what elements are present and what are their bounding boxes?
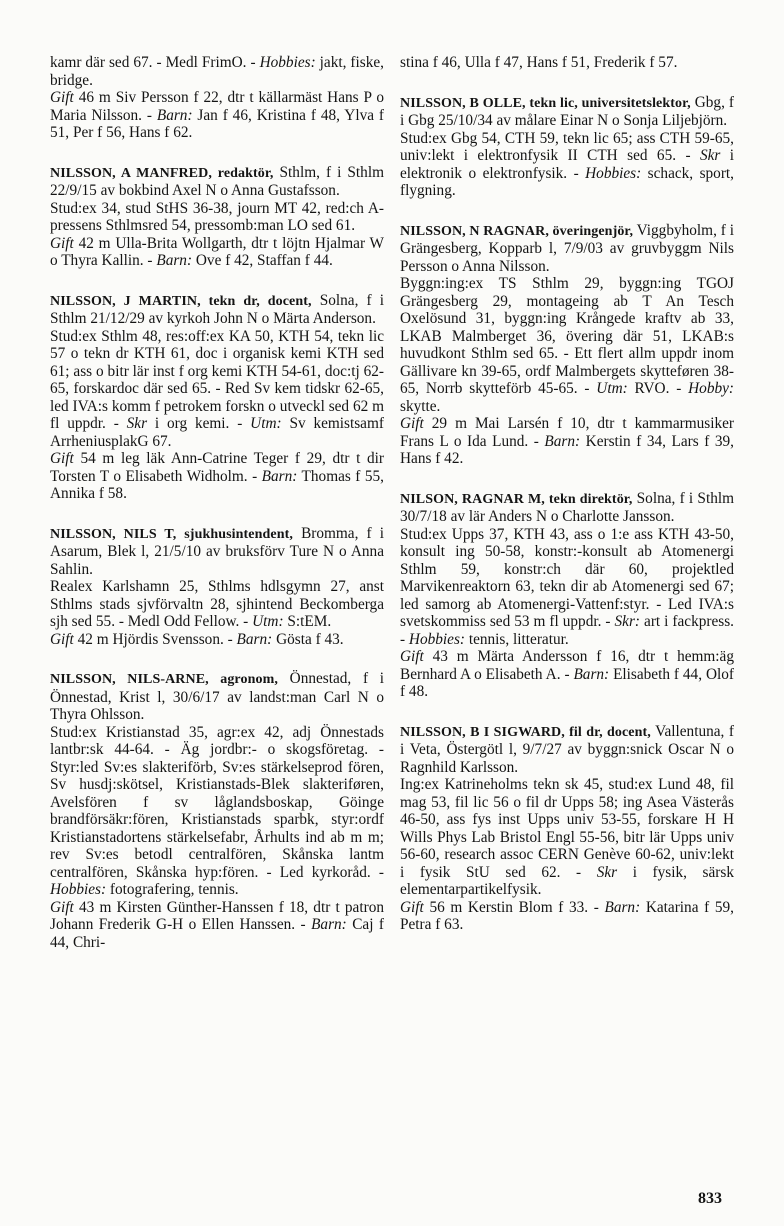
italic-label: Barn: — [604, 898, 641, 916]
entry-text: Vallentuna, f i Veta, Östergötl l, 9/7/27 av byggn:snick Oscar N o Ragnhild Karlsson. — [400, 722, 734, 776]
entry-text: Ing:ex Katrineholms tekn sk 45, stud:ex Lund 48, fil mag 53, fil lic 56 o fil dr Upps 58; ing Asea Västerås 46-50, ass fys inst Upps univ 53-55, forskare H H Wills Phys Lab Bristol Engl 55-56, bitr lär Upps univ 56-60, research assoc CERN Genève 60-62, univ:lekt i fysik StU sed 62. - — [400, 776, 734, 881]
entry-text: Caj f 44, Chri- — [50, 916, 384, 951]
biography-entry — [50, 164, 384, 270]
entry-text: Stud:ex 34, stud StHS 36-38, journ MT 42, red:ch A-pressens Sthlmsred 54, pressomb:man LO sed 61. — [50, 199, 384, 234]
entry-text: Jan f 46, Kristina f 48, Ylva f 51, Per f 56, Hans f 62. — [50, 106, 384, 141]
entry-text: 54 m leg läk Ann-Catrine Teger f 29, dtr t dir Torsten T o Elisabeth Widholm. - — [50, 450, 384, 485]
entry-text: Kerstin f 34, Lars f 39, Hans f 42. — [400, 432, 734, 467]
italic-label: Hobbies: — [50, 881, 107, 898]
italic-label: Barn: — [156, 252, 193, 269]
italic-label: Skr — [699, 147, 721, 164]
entry-text: 29 m Mai Larsén f 10, dtr t kammarmusiker Frans L o Ida Lund. - — [400, 415, 734, 450]
entry-paragraph — [400, 776, 734, 899]
entry-text: Gösta f 43. — [272, 630, 344, 648]
biography-entry — [50, 54, 384, 142]
entry-text: Realex Karlshamn 25, Sthlms hdlsgymn 27, anst Sthlms stads sjvförvaltn 28, sjhintend Beckomberga sjh sed 55. - Medl Odd Fellow. - — [50, 578, 384, 630]
entry-text: Elisabeth f 44, Olof f 48. — [400, 665, 734, 700]
entry-text: Ove f 42, Staffan f 44. — [192, 252, 333, 269]
entry-text: kamr där sed 67. - Medl FrimO. - — [50, 54, 260, 71]
entry-paragraph — [50, 200, 384, 235]
entry-text: Stud:ex Kristianstad 35, agr:ex 42, adj Önnestads lantbr:sk 44-64. - Äg jordbr:- o skogsföretag. - Styr:led Sv:es slakteriförb, Sv:es stärkelseprod fören, Sv husdj:skötsel, Kristianstads-Blek slakteriføren, Avelsfören f sv låglandsboskap, Göinge brandförsäkr:fören, Kristianstads sparbk, styr:ordf Kristianstadortens stärkelsefabr, Århults ind ab m m; rev Sv:es betodl centralfören, Skånska lantm centralfören, Skånska hyp:fören. - Led kyrkoråd. - — [50, 723, 384, 881]
entry-text: art i fackpress. - — [400, 613, 734, 648]
entry-text: i elektronik o elektronfysik. - — [400, 147, 735, 182]
entry-paragraph — [400, 723, 734, 777]
entry-paragraph — [50, 450, 384, 503]
entry-paragraph — [50, 164, 384, 200]
entry-text: Solna, f i Sthlm 30/7/18 av lär Anders N o Charlotte Jansson. — [400, 489, 734, 525]
entry-text: skytte. — [400, 397, 441, 415]
entry-paragraph — [50, 292, 384, 328]
biography-entry — [400, 222, 734, 468]
italic-label: Gift — [50, 898, 74, 916]
entry-text: S:tEM. — [283, 613, 332, 630]
entry-paragraph — [50, 578, 384, 631]
italic-label: Gift — [50, 89, 74, 106]
entry-heading: NILSSON, N RAGNAR, överingenjör, — [400, 223, 634, 239]
entry-text: fotografering, tennis. — [106, 881, 239, 898]
biography-entry — [400, 54, 734, 72]
italic-label: Utm: — [596, 380, 628, 397]
entry-text: Sthlm, f i Sthlm 22/9/15 av bokbind Axel N o Anna Gustafsson. — [50, 163, 384, 199]
entry-text: i fysik, särsk elementarpartikelfysik. — [400, 863, 734, 898]
entry-paragraph — [50, 328, 384, 451]
italic-label: Hobbies: — [259, 54, 316, 71]
entry-text: 43 m Kirsten Günther-Hanssen f 18, dtr t patron Johann Frederik G-H o Ellen Hanssen. - — [50, 898, 384, 933]
italic-label: Hobby: — [688, 380, 735, 397]
entry-heading: NILSSON, NILS-ARNE, agronom, — [50, 672, 278, 687]
italic-label: Barn: — [311, 916, 347, 933]
entry-paragraph — [400, 130, 734, 200]
italic-label: Barn: — [156, 106, 193, 124]
entry-text: 43 m Märta Andersson f 16, dtr t hemm:äg Bernhard A o Elisabeth A. - — [400, 648, 734, 683]
entry-paragraph — [50, 525, 384, 579]
italic-label: Hobbies: — [408, 630, 466, 648]
entry-text: Bromma, f i Asarum, Blek l, 21/5/10 av bruksförv Ture N o Anna Sahlin. — [50, 524, 384, 578]
entry-text: 42 m Hjördis Svensson. - — [73, 630, 237, 648]
entry-text: Solna, f i Sthlm 21/12/29 av kyrkoh John N o Märta Anderson. — [50, 291, 384, 327]
italic-label: Barn: — [573, 665, 610, 683]
italic-label: Gift — [50, 630, 74, 648]
italic-label: Utm: — [252, 613, 284, 630]
italic-label: Skr — [126, 415, 148, 432]
entry-heading: NILSSON, A MANFRED, redaktör, — [50, 165, 274, 181]
entry-paragraph — [50, 724, 384, 899]
entry-text: Gbg, f i Gbg 25/10/34 av målare Einar N o Sonja Liljebjörn. — [400, 93, 734, 129]
entry-heading: NILSON, RAGNAR M, tekn direktör, — [400, 491, 633, 507]
biography-entry — [50, 292, 384, 503]
entry-text: Thomas f 55, Annika f 58. — [50, 467, 384, 502]
entry-text: stina f 46, Ulla f 47, Hans f 51, Frederik f 57. — [400, 54, 678, 71]
entry-text: Stud:ex Upps 37, KTH 43, ass o 1:e ass KTH 43-50, konsult ing 50-58, konstr:-konsult ab Atomenergi Sthlm 59, konstr:ch där 60, projektled Marvikenreaktorn 63, tekn dir ab Atomenergi sed 67; led samorg ab Atomenergi-Vattenf:styr. - Led IVA:s svetskommiss sed 53 m fl uppdr. - — [400, 525, 734, 630]
entry-text: 56 m Kerstin Blom f 33. - — [423, 898, 605, 916]
right-column — [400, 54, 734, 956]
italic-label: Gift — [400, 648, 424, 665]
entry-paragraph — [400, 94, 734, 130]
entry-text: Sv kemistsamf ArrheniusplakG 67. — [50, 415, 384, 450]
entry-heading: NILSSON, B I SIGWARD, fil dr, docent, — [400, 724, 651, 740]
italic-label: Barn: — [261, 467, 298, 485]
entry-text: tennis, litteratur. — [465, 630, 569, 648]
entry-paragraph — [400, 490, 734, 526]
entry-paragraph — [400, 222, 734, 276]
entry-text: 42 m Ulla-Brita Wollgarth, dtr t löjtn Hjalmar W o Thyra Kallin. - — [50, 234, 384, 269]
entry-paragraph — [50, 670, 384, 724]
entry-paragraph — [50, 899, 384, 952]
biography-entry — [400, 490, 734, 701]
entry-text: 46 m Siv Persson f 22, dtr t källarmäst Hans P o Maria Nilsson. - — [50, 89, 384, 124]
entry-paragraph — [400, 415, 734, 468]
entry-text: schack, sport, flygning. — [400, 164, 734, 199]
entry-paragraph — [50, 235, 384, 270]
entry-heading: NILSSON, NILS T, sjukhusintendent, — [50, 526, 293, 542]
entry-paragraph — [400, 275, 734, 415]
entry-heading: NILSSON, B OLLE, tekn lic, universitetslektor, — [400, 95, 691, 111]
biography-entry — [400, 94, 734, 200]
italic-label: Barn: — [544, 432, 581, 450]
entry-paragraph — [400, 648, 734, 701]
entry-paragraph — [400, 54, 734, 72]
entry-heading: NILSSON, J MARTIN, tekn dr, docent, — [50, 293, 312, 309]
entry-paragraph — [50, 89, 384, 142]
entry-text: jakt, fiske, bridge. — [50, 54, 384, 89]
entry-paragraph — [400, 526, 734, 649]
entry-text: Stud:ex Gbg 54, CTH 59, tekn lic 65; ass CTH 59-65, univ:lekt i elektronfysik II CTH sed 65. - — [400, 129, 734, 164]
entry-text: i org kemi. - — [147, 415, 251, 432]
page-number: 833 — [698, 1190, 722, 1207]
left-column — [50, 54, 384, 973]
biography-entry — [50, 525, 384, 649]
entry-paragraph — [400, 899, 734, 934]
italic-label: Gift — [50, 234, 74, 252]
entry-text: RVO. - — [627, 380, 689, 397]
italic-label: Gift — [400, 898, 424, 916]
entry-paragraph — [50, 631, 384, 649]
biography-entry — [400, 723, 734, 934]
italic-label: Gift — [50, 450, 74, 467]
italic-label: Skr: — [614, 613, 641, 630]
entry-text: Viggbyholm, f i Grängesberg, Kopparb l, 7/9/03 av gruvbyggm Nils Persson o Anna Nilsson. — [400, 221, 734, 275]
entry-text: Katarina f 59, Petra f 63. — [400, 898, 734, 933]
italic-label: Gift — [400, 415, 424, 432]
italic-label: Barn: — [236, 630, 273, 648]
italic-label: Skr — [596, 863, 618, 881]
entry-text: Byggn:ing:ex TS Sthlm 29, byggn:ing TGOJ Grängesberg 29, montageing ab T An Tesch Oxelösund 31, byggn:ing Krångede kraftv ab 33, LKAB Malmberget 36, övering där 51, LKAB:s huvudkont Sthlm sed 65. - Ett flert allm uppdr inom Gällivare kn 39-65, ordf Malmbergets skytteføren 38-65, Norrb skytteförb 45-65. - — [400, 275, 734, 397]
entry-text: Önnestad, f i Önnestad, Krist l, 30/6/17 av landst:man Carl N o Thyra Ohlsson. — [50, 670, 384, 723]
italic-label: Utm: — [250, 415, 282, 432]
entry-text: Stud:ex Sthlm 48, res:off:ex KA 50, KTH 54, tekn lic 57 o tekn dr KTH 61, doc i organisk kemi KTH sed 61; ass o bitr lär inst f org kemi KTH 54-61, doc:tj 62-65, forskardoc där sed 65. - Red Sv kem tidskr 62-65, led IVA:s komm f petrokem forskn o utveckl sed 62 m fl uppdr. - — [50, 327, 384, 432]
entry-paragraph — [50, 54, 384, 89]
italic-label: Hobbies: — [585, 164, 642, 182]
biography-entry — [50, 670, 384, 951]
